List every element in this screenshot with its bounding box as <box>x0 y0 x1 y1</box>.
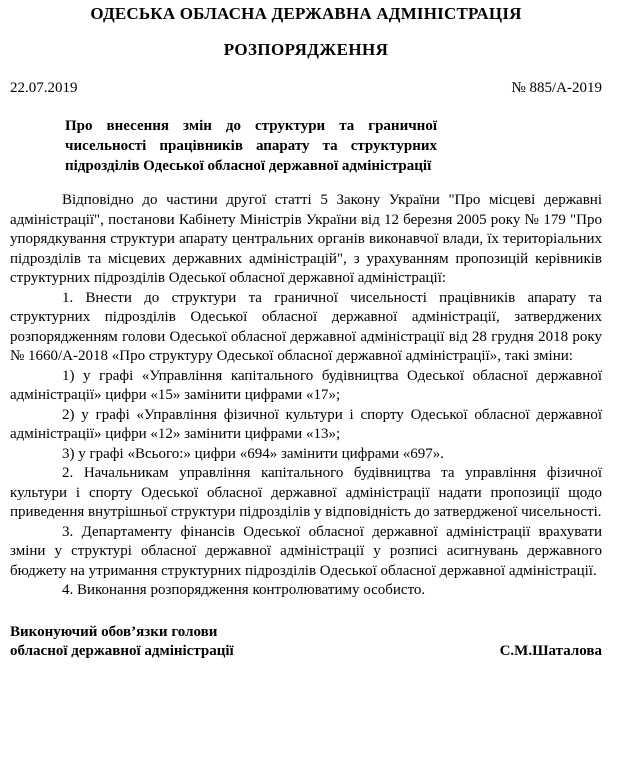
signatory-name: С.М.Шаталова <box>499 642 602 659</box>
preamble-paragraph: Відповідно до частини другої статті 5 Закону України "Про місцеві державні адміністрації", постанови Кабінету Міністрів України від 12 березня 2005 року № 179 "Про упорядкування структури апарату центральних органів виконавчої влади, їх територіальних підрозділів та місцевих державних адміністрацій", з урахуванням пропозицій керівників структурних підрозділів Одеської обласної державної адміністрації: <box>10 192 602 286</box>
document-date: 22.07.2019 <box>10 80 78 96</box>
document-subject: Про внесення змін до структури та граничної чисельності працівників апарату та структурних підрозділів Одеської обласної державної адміністрації <box>65 118 437 174</box>
item-4-paragraph: 4. Виконання розпорядження контролюватиму особисто. <box>62 582 426 598</box>
document-body <box>10 191 602 601</box>
document-meta <box>10 79 602 97</box>
signature-block <box>10 623 602 661</box>
item-2-paragraph: 2. Начальникам управління капітального будівництва та управління фізичної культури і спорту Одеської обласної державної адміністрації надати пропозиції щодо приведення внутрішньої структури підрозділів у відповідність до затвердженої чисельності. <box>10 465 602 520</box>
item-3-paragraph: 3. Департаменту фінансів Одеської обласної державної адміністрації врахувати зміни у структурі обласної державної адміністрації у розписі асигнувань державного бюджету на утримання структурних підрозділів Одеської обласної державної адміністрації. <box>10 523 602 579</box>
item-1-3-paragraph: 3) у графі «Всього:» цифри «694» замінити цифрами «697». <box>62 445 445 462</box>
document-number: № 885/А-2019 <box>511 80 602 96</box>
document-type-title: РОЗПОРЯДЖЕННЯ <box>223 40 389 59</box>
item-1-2-paragraph: 2) у графі «Управління фізичної культури і спорту Одеської обласної державної адміністрації» цифри «12» замінити цифрами «13»; <box>10 406 602 442</box>
item-1-paragraph: 1. Внести до структури та граничної чисельності працівників апарату та структурних підрозділів Одеської обласної державної адміністрації, затверджених розпорядженням голови Одеської обласної державної адміністрації від 28 грудня 2018 року № 1660/А-2018 «Про структуру Одеської обласної державної адміністрації», такі зміни: <box>10 289 602 364</box>
organization-title: ОДЕСЬКА ОБЛАСНА ДЕРЖАВНА АДМІНІСТРАЦІЯ <box>90 4 522 23</box>
item-1-1-paragraph: 1) у графі «Управління капітального будівництва Одеської обласної державної адміністрації» цифри «15» замінити цифрами «17»; <box>10 367 602 403</box>
signatory-position-line-1: Виконуючий обов’язки голови <box>10 623 218 640</box>
signatory-position <box>10 623 234 661</box>
signatory-position-line-2: обласної державної адміністрації <box>10 642 234 659</box>
